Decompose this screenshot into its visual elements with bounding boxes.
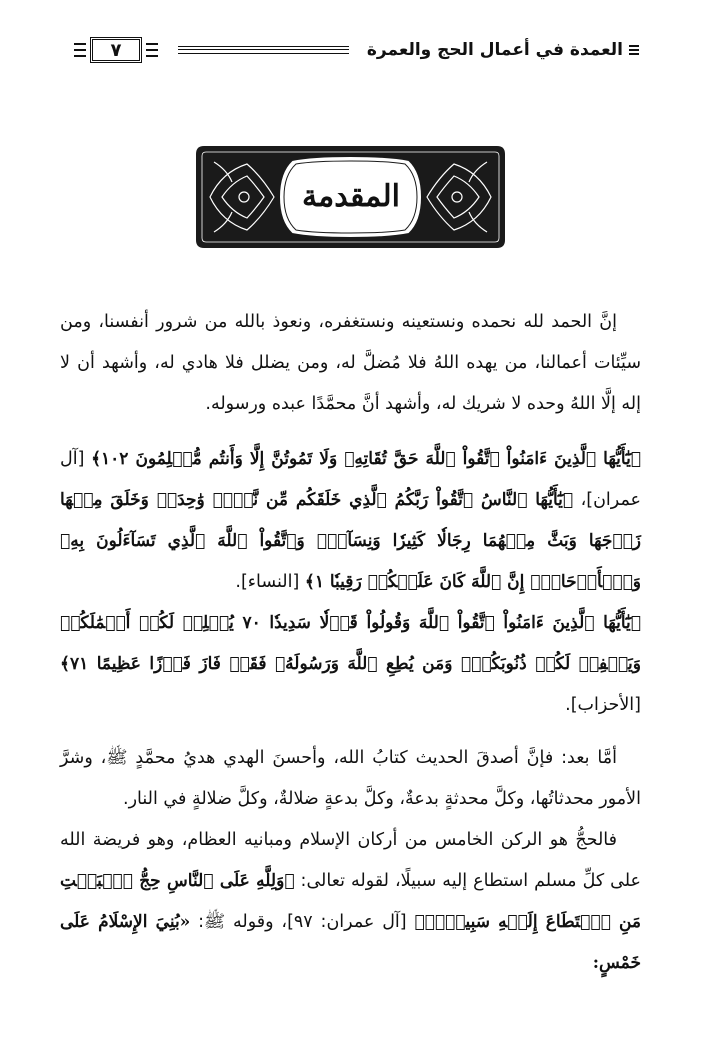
section-title-frame	[192, 142, 509, 252]
verse-reference: [الأحزاب].	[565, 695, 641, 715]
page-number-left-bars	[74, 43, 86, 57]
verse-reference: [النساء].	[235, 572, 305, 592]
intro-paragraph: إنَّ الحمد لله نحمده ونستعينه ونستغفره، ونعوذ بالله من شرور أنفسنا، ومن سيِّئات أعمالنا، من يهده اللهُ فلا مُضلَّ له، ومن يضلل فلا هادي له، وأشهد أن لا إله إلَّا اللهُ وحده لا شريك له، وأشهد أنَّ محمَّدًا عبده ورسوله.	[60, 312, 641, 414]
body-text	[60, 302, 641, 984]
page-number-right-bars	[146, 43, 158, 57]
section-title: المقدمة	[302, 178, 400, 214]
paragraph-text: فالحجُّ هو الركن الخامس من أركان الإسلام ومبانيه العظام، وهو فريضة الله على كلِّ مسلم استطاع إليه سبيلًا، لقوله تعالى:	[60, 830, 641, 891]
hadith-quote: «بُنِيَ الإِسْلَامُ عَلَى خَمْسٍ:	[60, 912, 641, 973]
running-header	[60, 36, 639, 64]
verses-paragraph-1	[60, 439, 641, 603]
page-number-box	[74, 36, 164, 64]
page-number: ٧	[90, 37, 142, 63]
quran-verse: ﴿يَٰٓأَيُّهَا ٱلَّذِينَ ءَامَنُواْ ٱتَّقُواْ ٱللَّهَ حَقَّ تُقَاتِهِۦ وَلَا تَمُوتُنَّ إِلَّا وَأَنتُم مُّسۡلِمُونَ ١٠٢﴾	[91, 449, 642, 469]
book-title: العمدة في أعمال الحج والعمرة	[366, 40, 623, 60]
quran-verse: ﴿وَلِلَّهِ عَلَى ٱلنَّاسِ حِجُّ ٱلۡبَيۡتِ مَنِ ٱسۡتَطَاعَ إِلَيۡهِ سَبِيلٗاۚ﴾	[60, 871, 642, 932]
header-rule	[178, 46, 349, 54]
hajj-paragraph	[60, 820, 641, 984]
verses-paragraph-2	[60, 603, 641, 726]
body-paragraph: أمَّا بعد: فإنَّ أصدقَ الحديث كتابُ الله، وأحسنَ الهدي هديُ محمَّدٍ ﷺ، وشرَّ الأمور محدثاتُها، وكلَّ محدثةٍ بدعةٌ، وكلَّ بدعةٍ ضلالةٌ، وكلَّ ضلالةٍ في النار.	[60, 748, 641, 809]
verse-reference: [آل عمران]،	[60, 449, 641, 510]
quran-verse: ﴿يَٰٓأَيُّهَا ٱلنَّاسُ ٱتَّقُواْ رَبَّكُمُ ٱلَّذِي خَلَقَكُم مِّن نَّفۡسٖ وَٰحِدَةٖ وَخَلَقَ مِنۡهَا زَوۡجَهَا وَبَثَّ مِنۡهُمَا رِجَالٗا كَثِيرٗا وَنِسَآءٗۚ وَٱتَّقُواْ ٱللَّهَ ٱلَّذِي تَسَآءَلُونَ بِهِۦ وَٱلۡأَرۡحَامَۚ إِنَّ ٱللَّهَ كَانَ عَلَيۡكُمۡ رَقِيبٗا ١﴾	[60, 490, 641, 592]
header-bullet-icon	[629, 45, 639, 55]
quran-verse: ﴿يَٰٓأَيُّهَا ٱلَّذِينَ ءَامَنُواْ ٱتَّقُواْ ٱللَّهَ وَقُولُواْ قَوۡلٗا سَدِيدٗا ٧٠ يُصۡلِحۡ لَكُمۡ أَعۡمَٰلَكُمۡ وَيَغۡفِرۡ لَكُمۡ ذُنُوبَكُمۡۗ وَمَن يُطِعِ ٱللَّهَ وَرَسُولَهُۥ فَقَدۡ فَازَ فَوۡزًا عَظِيمًا ٧١﴾	[60, 613, 641, 674]
header-title-wrap	[367, 36, 639, 64]
verse-reference: [آل عمران: ٩٧]، وقوله ﷺ:	[190, 912, 415, 932]
